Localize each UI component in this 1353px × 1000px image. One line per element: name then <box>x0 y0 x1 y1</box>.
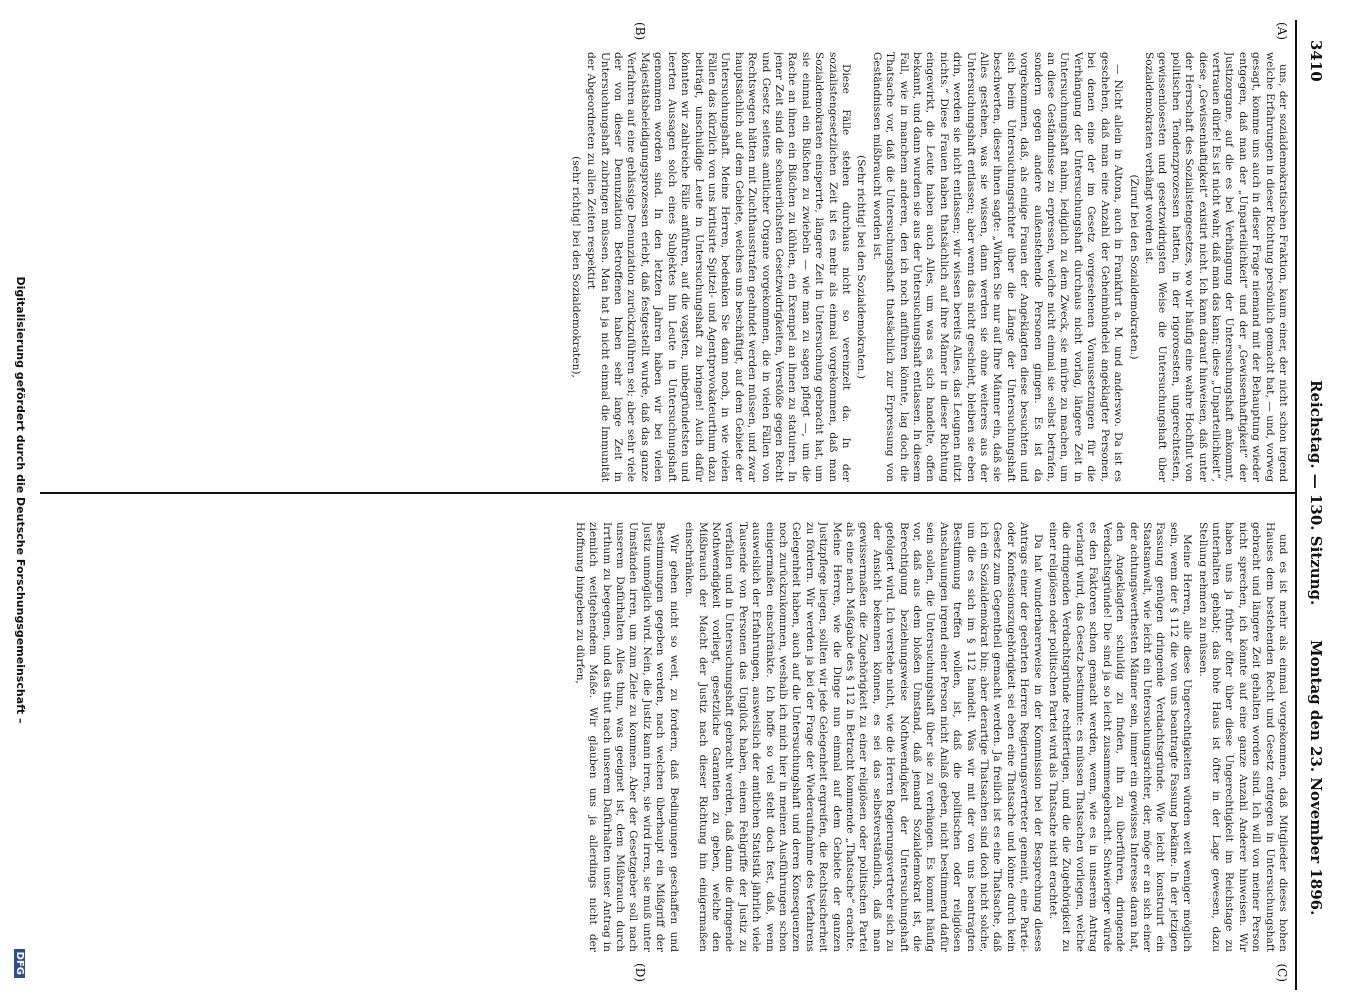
dfg-logo: DFG <box>14 949 25 978</box>
header-rule <box>1295 20 1297 990</box>
interjection: (Sehr richtig! bei den Sozialdemokraten.) <box>855 155 868 379</box>
interjection: (Zuruf bei den Sozialdemokraten.) <box>1127 174 1140 360</box>
column-divider <box>40 492 1295 494</box>
paragraph: — Nicht allein in Altona, auch in Frankfurt a. M. und anderswo. Da ist es geschehen, daß man eine Anzahl der Geheimbündelei angeklagter Personen, bei denen eine der im Gesetz vorgesehenen Voraussetzungen für die Verhängung der Untersuchungshaft durchaus nicht vorlag, längere Zeit in Untersuchungshaft nahm, lediglich zu dem Zweck, sie mürbe zu machen, um an diese Geständnisse zu erpressen, welche nicht einmal sie selbst betrafen, sondern gegen andere außenstehende Personen gingen. Es ist da vorgekommen, daß, als einige Frauen der Angeklagten diese besuchten und sich beim Untersuchungsrichter über die Länge der Untersuchungshaft beschwerten, dieser ihnen sagte: „Wirken Sie nur auf Ihre Männer ein, daß sie Alles gestehen, was sie wissen, dann werden sie ohne weiteres aus der Untersuchungshaft entlassen; aber wenn das nicht geschieht, bleiben sie eben drin, werden sie nicht entlassen; wir wissen bereits Alles, das Leugnen nützt nichts.“ Diese Frauen haben thatsächlich auf ihre Männer in dieser Richtung eingewirkt, die Leute haben auch Alles, um was es sich handelte, offen bekannt, und dann wurden sie aus der Untersuchungshaft entlassen. In diesem Fall, wie in manchem anderen, den ich noch anführen könnte, lag doch die Thatsache vor, daß die Untersuchungshaft thatsächlich zur Erpressung von Geständnissen mißbraucht worden ist. <box>870 52 1125 482</box>
page-number: 3410 <box>1307 40 1325 82</box>
session-title: Reichstag. — 130. Sitzung. <box>1307 380 1325 606</box>
margin-marker-a: (A) <box>1275 22 1289 41</box>
margin-marker-d: (D) <box>633 963 647 982</box>
interjection: (sehr richtig! bei den Sozialdemokraten), <box>569 156 582 378</box>
paragraph: uns, der sozialdemokratischen Fraktion, kaum einer, der nicht schon irgend welche Erfahrungen in dieser Richtung persönlich gemacht hat, — und, vorweg gesagt, komme uns auch in dieser Frage niemand mit der Behauptung wieder entgegen, daß man der „Unparteilichkeit“ und der „Gewissenhaftigkeit“ der Justizorgane, auf die es bei Verhängung der Untersuchungshaft ankommt, vertrauen dürfe! Es ist nicht wahr, daß man das kann; diese „Unparteilichkeit“, diese „Gewissenhaftigkeit“ existirt nicht. Ich kann darauf hinweisen, daß unter der Herrschaft des Sozialistengesetzes, wo wir häufig eine wahre Hochflut von politischen Tendenzprozessen hatten, in der rigorosesten, ungerechtesten, gewissenlosesten und gesetzwidrigsten Weise die Untersuchungshaft über Sozialdemokraten verhängt worden ist. <box>1142 52 1289 482</box>
digitization-text: Digitalisierung gefördert durch die Deutsche Forschungsgemeinschaft – <box>14 276 27 724</box>
page-header <box>1301 40 1325 960</box>
right-column <box>44 522 1289 952</box>
paragraph: Wir gehen nicht so weit, zu fordern, daß Bedingungen geschaffen und Bestimmungen gegeben werden, nach welchen überhaupt ein Mißgriff der Justiz unmöglich wird. Nein, die Justiz kann irren, sie wird irren, sie muß unter Umständen irren, um zum Ziele zu kommen. Aber der Gesetzgeber soll nach unserem Dafürhalten Alles thun, was geeignet ist, dem Mißbrauch durch Irrthum zu begegnen, und das thut nach unserem Dafürhalten unser Antrag in ziemlich weitgehendem Maße. Wir glauben uns ja allerdings nicht der Hoffnung hingeben zu dürfen, <box>573 522 680 952</box>
left-column <box>44 52 1289 482</box>
margin-marker-b: (B) <box>633 22 647 41</box>
margin-marker-c: (C) <box>1275 963 1289 982</box>
paragraph: Diese Fälle stehen durchaus nicht so vereinzelt da. In der sozialistengesetzlichen Zeit ist es mehr als einmal vorgekommen, daß man Sozialdemokraten einsperrte, längere Zeit in Untersuchung gebracht hat, um sie einmal ein Bißchen zu zwiebeln — wie man zu sagen pflegt —, um die Rache an ihnen ein Bißchen zu kühlen, ein Exempel an ihnen zu statuiren. In jener Zeit sind die schauerlichsten Gesetzwidrigkeiten, Verstöße gegen Recht und Gesetz seitens amtlicher Organe vorgekommen, die in vielen Fällen von Rechtswegen hätten mit Zuchthausstrafen geahndet werden müssen, und zwar hauptsächlich auf dem Gebiete, welches uns beschäftigt, auf dem Gebiete der Untersuchungshaft. Meine Herren, bedenken Sie dann noch, in wie vielen Fällen das kürzlich von uns kritisirte Spitzel- und Agentprovokateurthum dazu beiträgt, unschuldige Leute in Untersuchungshaft zu bringen! Auch dafür könnten wir zahlreiche Fälle anführen, auf die vagsten, unbegründetsten und leerten Aussagen solch eines Subjektes hin Leute in Untersuchungshaft genommen worden sind. In den letzten Jahren haben wir bei vielen Majestätsbeleidigungsprozessen erlebt, daß festgestellt wurde, daß das ganze Verfahren auf eine gehässige Denunziation zurückzuführen sei; aber sehr viele der von dieser Denunziation Betroffenen haben sehr lange Zeit in Untersuchungshaft zubringen müssen. Man hat ja nicht einmal die Immunität der Abgeordneten zu allen Zeiten respektirt <box>585 52 852 482</box>
paragraph: und es ist mehr als einmal vorgekommen, daß Mitglieder dieses hohen Hauses dem bestehenden Recht und Gesetz entgegen in Untersuchungshaft gebracht und längere Zeit gehalten worden sind. Ich will von meiner Person nicht sprechen, ich könnte auf eine ganze Anzahl Anderer hinweisen. Wir haben uns ja früher öfter über diese Ungerechtigkeit im Reichstage zu unterhalten gehabt; das hohe Haus ist öfter in der Lage gewesen, dazu Stellung nehmen zu müssen. <box>1196 522 1289 952</box>
digitization-note <box>14 0 27 1000</box>
paragraph: Da hat wunderbarerweise in der Kommission bei der Besprechung dieses Antrags einer der geehrten Herren Regierungsvertreter gemeint, eine Partei- oder Konfessionszugehörigkeit sei eben eine Thatsache und könne durch kein Gesetz zum Gegentheil gemacht werden. Ja freilich ist es eine Thatsache, daß ich ein Sozialdemokrat bin; aber derartige Thatsachen sind doch nicht solche, um die es sich im § 112 handelt. Was wir mit der von uns beantragten Bestimmung treffen wollen, ist, daß die politischen oder religiösen Anschauungen irgend einer Person nicht Anlaß geben, nicht bestimmend dafür sein sollen, die Untersuchungshaft über sie zu verhängen. Es kommt häufig vor, daß aus dem bloßen Umstand, daß jemand Sozialdemokrat ist, die Berechtigung beziehungsweise Nothwendigkeit der Untersuchungshaft gefolgert wird. Ich verstehe nicht, wie die Herren Regierungsvertreter sich zu der Ansicht bekennen können, es sei das selbstverständlich, daß man gewissermaßen die Zugehörigkeit zu einer religiösen oder politischen Partei als eine nach Maßgabe des § 112 in Betracht kommende „Thatsache“ erachte. Meine Herren, wie die Dinge nun einmal auf dem Gebiete der ganzen Justizpflege liegen, sollten wir jede Gelegenheit ergreifen, die Rechtssicherheit zu fördern. Wir werden ja bei der Frage der Wiederaufnahme des Verfahrens Gelegenheit haben, auch auf die Untersuchungshaft und deren Konsequenzen noch zurückzukommen, weshalb ich mich hier in meinen Ausführungen schon einigermaßen einschränkte. Ich hoffe so viel steht doch fest, daß, wenn ausweislich der Erfahrungen, ausweislich der amtlichen Statistik jährlich viele Tausende von Personen das Unglück haben, einem Fehlgriffe der Justiz zu verfallen und in Untersuchungshaft gebracht werden, daß dann die dringende Nothwendigkeit vorliegt, gesetzliche Garantien zu geben, welche den Mißbrauch der Macht der Justiz nach dieser Richtung hin einigermaßen einschränken. <box>683 522 1044 952</box>
session-date: Montag den 23. November 1896. <box>1307 640 1325 916</box>
paragraph: Meine Herren, alle diese Ungerechtigkeiten würden weit weniger möglich sein, wenn der § 112 die von uns beantragte Fassung bekäme. In der jetzigen Fassung genügen dringende Verdachtsgründe. Wie leicht konstruirt ein Staatsanwalt, wie leicht ein Untersuchungsrichter, der, möge er an sich einer der achtungswerthesten Männer sein, immer ein gewisses Interesse daran hat, den Angeklagten schuldig zu finden, ihn zu überführen, dringende Verdachtsgründe! Die sind ja so leicht zusammengebracht. Schwieriger würde es den Faktoren schon gemacht werden, wenn, wie es in unserem Antrag verlangt wird, das Gesetz bestimmte: es müssen Thatsachen vorliegen, welche die dringenden Verdachtsgründe rechtfertigen, und die die Zugehörigkeit zu einer religiösen oder politischen Partei wird als Thatsache nicht erachtet. <box>1047 522 1194 952</box>
